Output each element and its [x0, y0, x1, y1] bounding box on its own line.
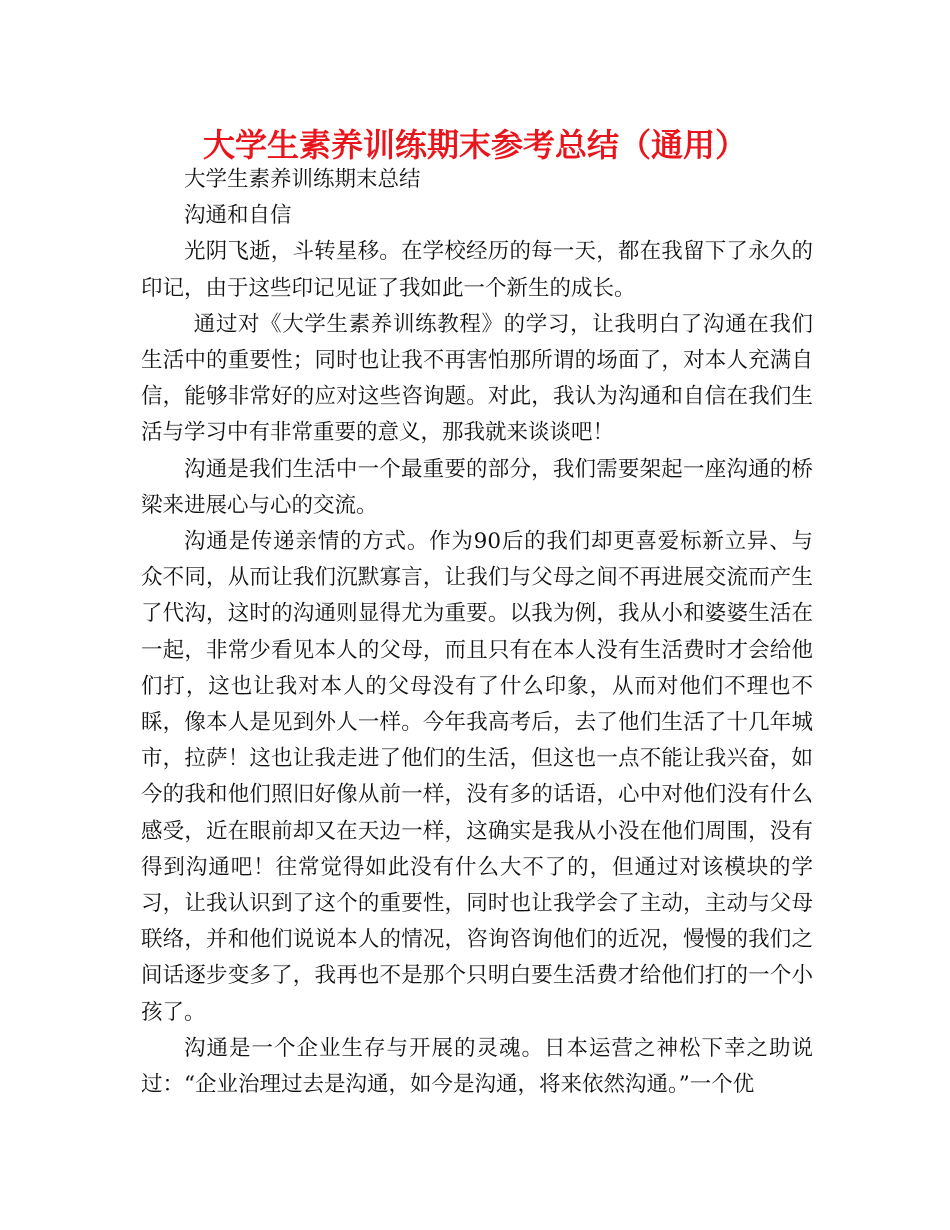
body-paragraph: 光阴飞逝，斗转星移。在学校经历的每一天，都在我留下了永久的印记，由于这些印记见证了我如此一个新生的成长。 — [141, 239, 813, 301]
body-paragraph: 沟通是传递亲情的方式。作为90后的我们却更喜爱标新立异、与众不同，从而让我们沉默寡言，让我们与父母之间不再进展交流而产生了代沟，这时的沟通则显得尤为重要。以我为例，我从小和婆婆生活在一起，非常少看见本人的父母，而且只有在本人没有生活费时才会给他们打，这也让我对本人的父母没有了什么印象，从而对他们不理也不睬，像本人是见到外人一样。今年我高考后，去了他们生活了十几年城市，拉萨！这也让我走进了他们的生活，但这也一点不能让我兴奋，如今的我和他们照旧好像从前一样，没有多的话语，心中对他们没有什么感受，近在眼前却又在天边一样，这确实是我从小没在他们周围，没有得到沟通吧！往常觉得如此没有什么大不了的，但通过对该模块的学习，让我认识到了这个的重要性，同时也让我学会了主动，主动与父母联络，并和他们说说本人的情况，咨询咨询他们的近况，慢慢的我们之间话逐步变多了，我再也不是那个只明白要生活费才给他们打的一个小孩了。 — [141, 529, 813, 1025]
body-paragraph: 沟通是一个企业生存与开展的灵魂。日本运营之神松下幸之助说过：“企业治理过去是沟通，如今是沟通，将来依然沟通。”一个优 — [141, 1035, 813, 1098]
section-heading: 沟通和自信 — [184, 203, 292, 229]
subtitle-paragraph: 大学生素养训练期末总结 — [184, 167, 421, 192]
document-body — [141, 162, 813, 1103]
body-paragraph: 沟通是我们生活中一个最重要的部分，我们需要架起一座沟通的桥梁来进展心与心的交流。 — [141, 456, 813, 518]
document-title: 大学生素养训练期末参考总结（通用） — [202, 126, 747, 164]
body-paragraph: 通过对《大学生素养训练教程》的学习，让我明白了沟通在我们生活中的重要性；同时也让我不再害怕那所谓的场面了，对本人充满自信，能够非常好的应对这些咨询题。对此，我认为沟通和自信在我们生活与学习中有非常重要的意义，那我就来谈谈吧！ — [141, 311, 813, 446]
